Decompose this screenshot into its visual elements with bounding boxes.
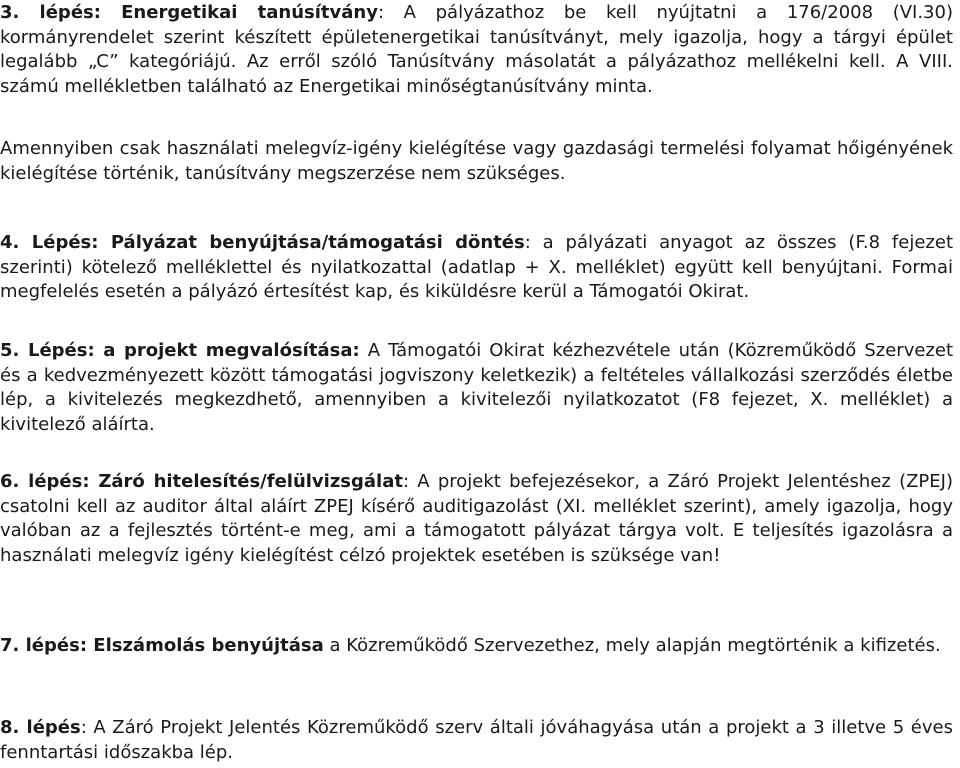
step-3-note-paragraph: Amennyiben csak használati melegvíz-igény kielégítése vagy gazdasági termelési folyamat hőigényének kielégítése történik, tanúsítvány megszerzése nem szükséges. <box>0 138 953 184</box>
step-6-paragraph <box>0 470 953 568</box>
step-8-paragraph <box>0 716 953 765</box>
step-6-text: : A projekt befejezésekor, a Záró Projekt Jelentéshez (ZPEJ) csatolni kell az auditor által aláírt ZPEJ kísérő auditigazolást (XI. melléklet szerint), amely igazolja, hogy valóban az a fejlesztés történt-e meg, ami a támogatott pályázat tárgya volt. E teljesítés igazolásra a használati melegvíz igény kielégítést célzó projektek esetében is szüksége van! <box>0 471 953 566</box>
step-8-heading: 8. lépés <box>0 717 81 738</box>
step-5-heading: 5. Lépés: a projekt megvalósítása: <box>0 340 360 361</box>
step-6-heading: 6. lépés: Záró hitelesítés/felülvizsgálat <box>0 471 403 492</box>
step-7-heading: 7. lépés: Elszámolás benyújtása <box>0 635 324 656</box>
step-4-text: : a pályázati anyagot az összes (F.8 fejezet szerinti) kötelező melléklettel és nyilatkozattal (adatlap + X. melléklet) együtt kell benyújtani. Formai megfelelés esetén a pályázó értesítést kap, és kiküldésre kerül a Támogatói Okirat. <box>0 232 954 302</box>
step-5-text: A Támogatói Okirat kézhezvétele után (Közreműködő Szervezet és a kedvezményezett között támogatási jogviszony keletkezik) a feltételes vállalkozási szerződés életbe lép, a kivitelezés megkezdhető, amennyiben a kivitelezői nyilatkozatot (F8 fejezet, X. melléklet) a kivitelező aláírta. <box>0 340 953 435</box>
step-3-text: : A pályázathoz be kell nyújtatni a 176/2008 (VI.30) kormányrendelet szerint készített épületenergetikai tanúsítványt, mely igazolja, hogy a tárgyi épület legalább „C” kategóriájú. Az erről szóló Tanúsítvány másolatát a pályázathoz mellékelni kell. A VIII. számú mellékletben található az Energetikai minőségtanúsítvány minta. <box>0 2 953 97</box>
step-5-paragraph <box>0 339 953 437</box>
step-3-heading: 3. lépés: Energetikai tanúsítvány <box>0 2 378 23</box>
step-3-paragraph <box>0 1 953 99</box>
step-7-text: a Közreműködő Szervezethez, mely alapján megtörténik a kifizetés. <box>323 635 941 656</box>
step-7-paragraph <box>0 634 953 659</box>
step-8-text: : A Záró Projekt Jelentés Közreműködő szerv általi jóváhagyása után a projekt a 3 illetve 5 éves fenntartási időszakba lép. <box>0 717 953 763</box>
step-4-heading: 4. Lépés: Pályázat benyújtása/támogatási döntés <box>0 232 525 253</box>
step-4-paragraph <box>0 231 953 305</box>
